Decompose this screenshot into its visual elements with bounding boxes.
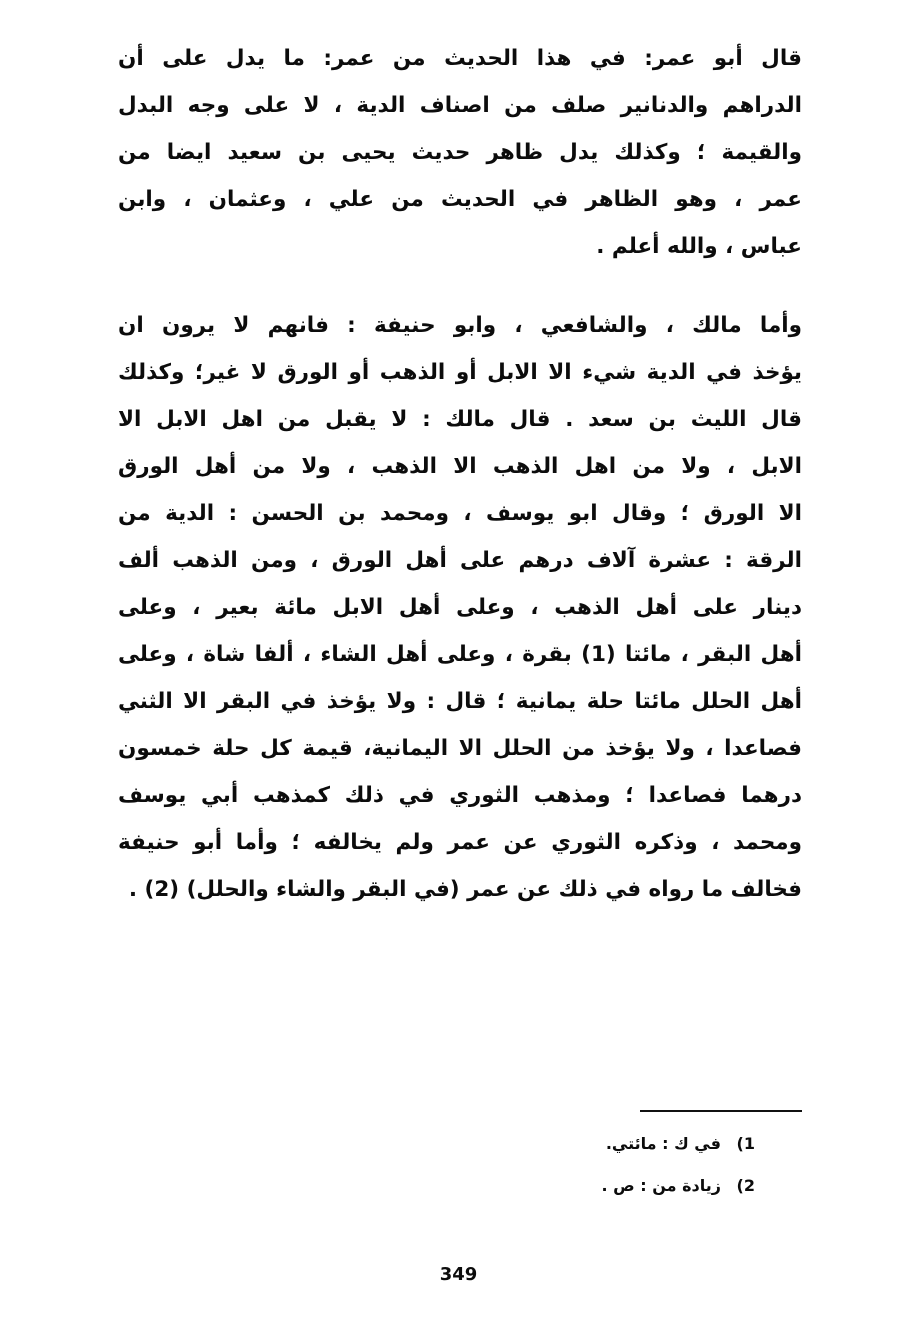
text-line: الا الورق ؛ وقال ابو يوسف ، ومحمد بن الحسن : الدية من	[118, 501, 802, 526]
footnote-text: زيادة من : ص .	[601, 1176, 721, 1195]
paragraph-2	[118, 302, 802, 913]
text-line: الدراهم والدنانير صلف من اصناف الدية ، لا على وجه البدل	[118, 93, 802, 118]
text-line: فخالف ما رواه في ذلك عن عمر (في البقر والشاء والحلل) (2) .	[128, 877, 802, 902]
text-line: عمر ، وهو الظاهر في الحديث من علي ، وعثمان ، وابن	[118, 187, 802, 212]
text-line: قال أبو عمر: في هذا الحديث من عمر: ما يدل على أن	[118, 46, 802, 71]
text-line: ومحمد ، وذكره الثوري عن عمر ولم يخالفه ؛ وأما أبو حنيفة	[118, 830, 802, 855]
text-line: أهل الحلل مائتا حلة يمانية ؛ قال : ولا يؤخذ في البقر الا الثني	[118, 689, 802, 714]
text-line: وأما مالك ، والشافعي ، وابو حنيفة : فانهم لا يرون ان	[118, 313, 802, 338]
text-line: دينار على أهل الذهب ، وعلى أهل الابل مائة بعير ، وعلى	[118, 595, 802, 620]
text-line: فصاعدا ، ولا يؤخذ من الحلل الا اليمانية، قيمة كل حلة خمسون	[118, 736, 802, 761]
footnote-1	[606, 1134, 755, 1153]
paragraph-1	[118, 35, 802, 270]
footnote-2	[602, 1176, 756, 1195]
footnote-number: 2)	[736, 1176, 755, 1195]
page-number: 349	[439, 1264, 478, 1285]
text-line: يؤخذ في الدية شيء الا الابل أو الذهب أو الورق لا غير؛ وكذلك	[118, 360, 802, 385]
footnote-divider	[640, 1110, 802, 1112]
text-line: أهل البقر ، مائتا (1) بقرة ، وعلى أهل الشاء ، ألفا شاة ، وعلى	[118, 642, 802, 667]
text-line: الرقة : عشرة آلاف درهم على أهل الورق ، ومن الذهب ألف	[118, 548, 802, 573]
footnote-number: 1)	[736, 1134, 755, 1153]
text-line: عباس ، والله أعلم .	[596, 234, 802, 259]
text-line: والقيمة ؛ وكذلك يدل ظاهر حديث يحيى بن سعيد ايضا من	[118, 140, 802, 165]
text-line: الابل ، ولا من اهل الذهب الا الذهب ، ولا من أهل الورق	[118, 454, 802, 479]
text-line: قال الليث بن سعد . قال مالك : لا يقبل من اهل الابل الا	[118, 407, 802, 432]
footnote-text: في ك : مائتي.	[605, 1134, 721, 1153]
text-line: درهما فصاعدا ؛ ومذهب الثوري في ذلك كمذهب أبي يوسف	[118, 783, 802, 808]
